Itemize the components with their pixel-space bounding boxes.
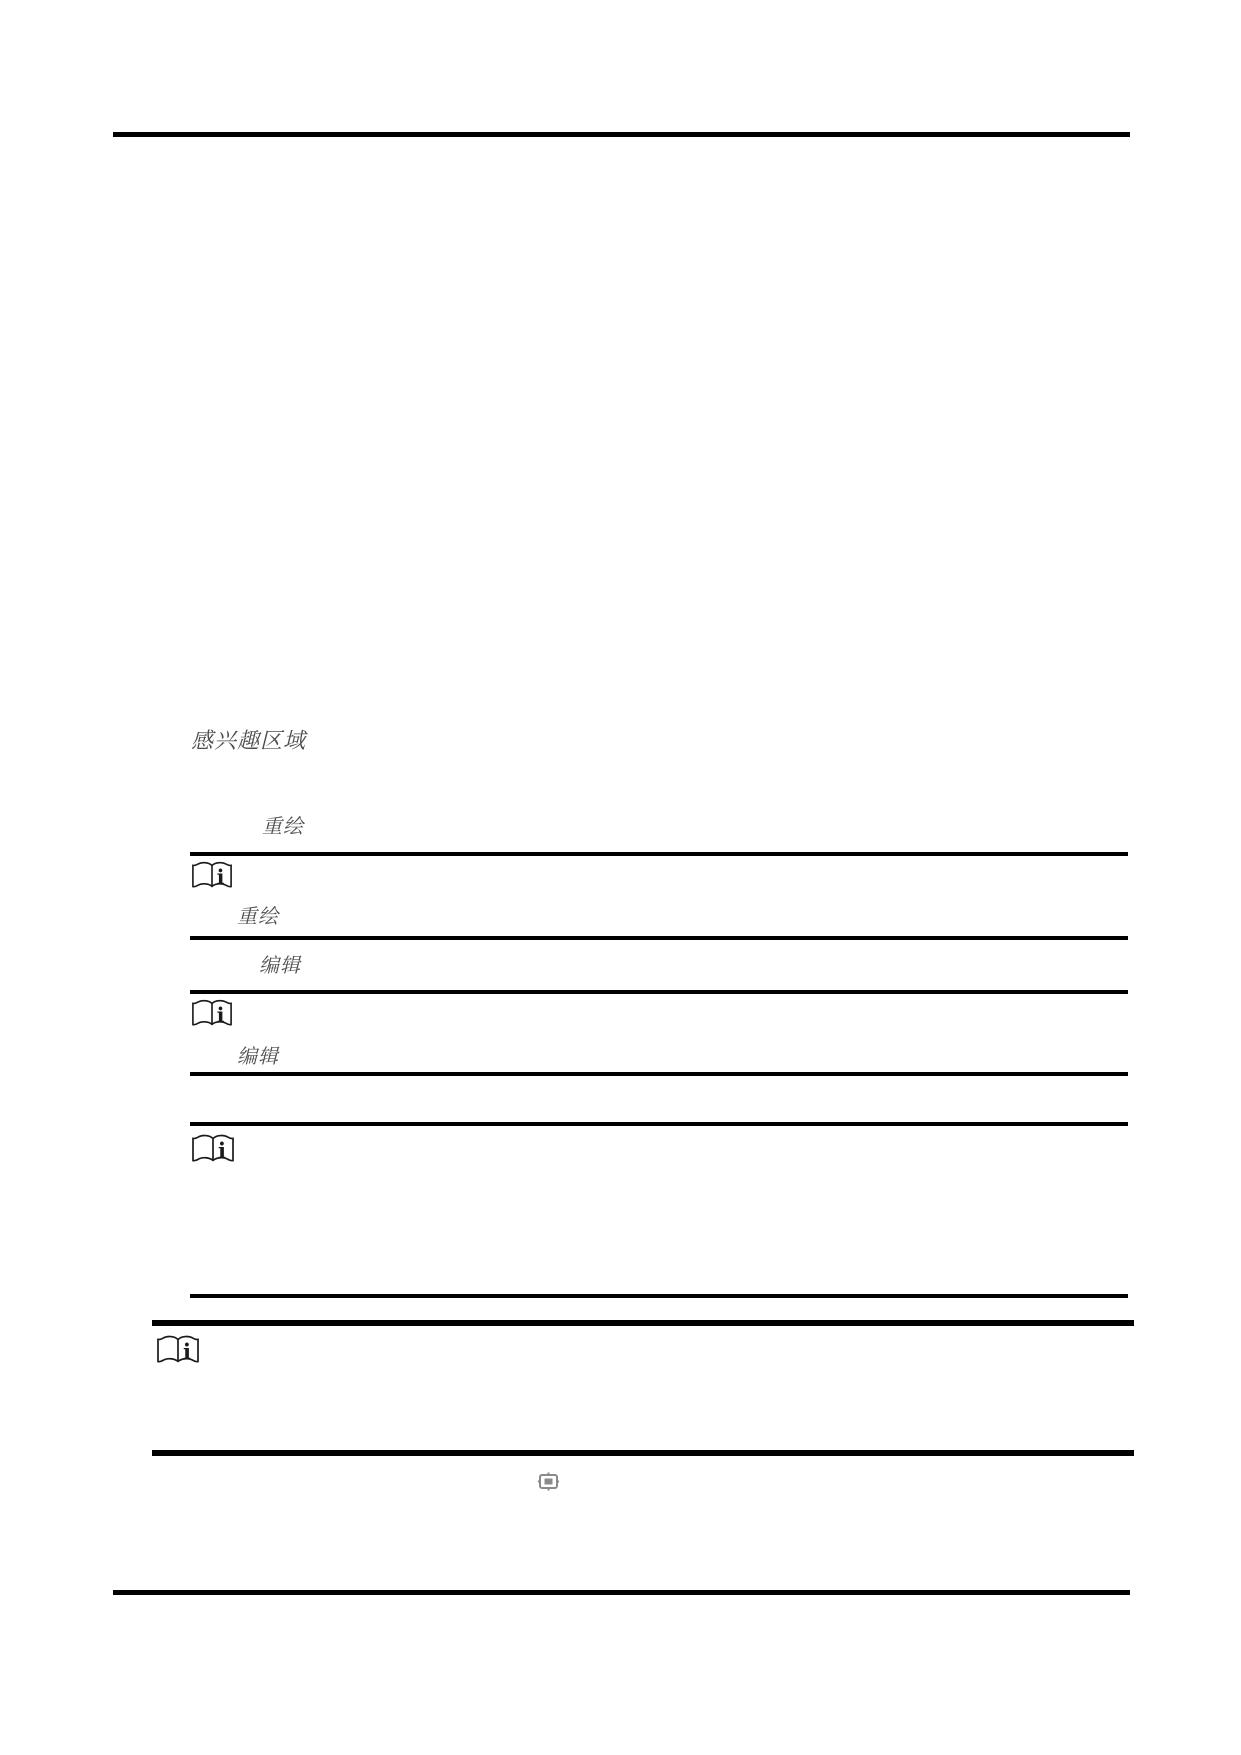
header-rule [113, 132, 1130, 137]
row-label-redraw: 重绘 [262, 814, 304, 838]
note-label-edit: 编辑 [237, 1044, 279, 1068]
note-book-info-icon [155, 1333, 201, 1367]
info-glyph: i [183, 1339, 191, 1364]
info-glyph: i [216, 1003, 225, 1028]
row-divider [190, 1122, 1128, 1126]
block-divider-thick [152, 1320, 1134, 1326]
row-divider [190, 852, 1128, 856]
footer-rule [113, 1590, 1130, 1595]
info-glyph: i [216, 865, 225, 890]
row-divider [190, 1294, 1128, 1298]
info-glyph: i [218, 1138, 226, 1163]
capture-frame-icon [538, 1472, 559, 1491]
note-label-redraw: 重绘 [237, 904, 279, 928]
note-book-info-icon [191, 997, 233, 1030]
row-divider [190, 990, 1128, 994]
note-book-info-icon [191, 859, 233, 892]
row-label-edit: 编辑 [259, 953, 301, 977]
row-divider [190, 1072, 1128, 1076]
note-book-info-icon [191, 1132, 235, 1166]
section-heading: 感兴趣区域 [191, 729, 307, 754]
block-divider-thick [152, 1450, 1134, 1456]
row-divider [190, 936, 1128, 940]
